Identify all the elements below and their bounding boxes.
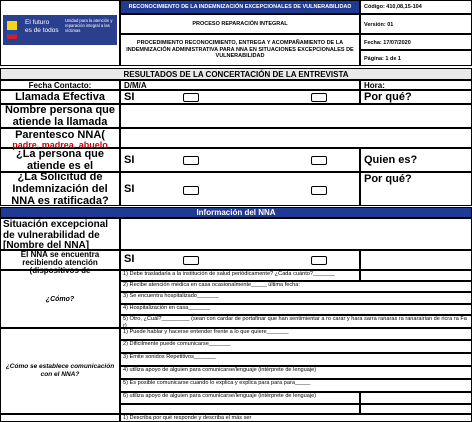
bottom-item[interactable]: 1) Describa por qué responde y describa el más ser bbox=[120, 414, 472, 422]
atiende-label: ¿La persona que atiende es el bbox=[0, 148, 120, 172]
como-list bbox=[120, 270, 472, 328]
llamada-porque[interactable]: Por qué? bbox=[360, 90, 472, 104]
logo-line2: es de todos bbox=[25, 27, 59, 34]
parentesco-label-cell: Parentesco NNA( padre, madrea, abuelo bbox=[0, 128, 120, 148]
header-page: Página: 1 de 1 bbox=[360, 50, 472, 66]
comunica-label: ¿Cómo se establece comunicación con el NNA? bbox=[0, 328, 120, 414]
atencion-si-checkbox[interactable] bbox=[183, 256, 199, 265]
colombia-flag-icon bbox=[7, 21, 17, 39]
situacion-field[interactable] bbox=[120, 218, 472, 250]
results-section-title: RESULTADOS DE LA CONCERTACIÓN DE LA ENTREVISTA bbox=[0, 68, 472, 80]
hour-field[interactable]: Hora: bbox=[360, 80, 472, 90]
atencion-extra[interactable] bbox=[360, 250, 472, 270]
solicitud-label: ¿La Solicitud de Indemnización del NNA es ratificada? bbox=[0, 172, 120, 206]
header-procedure: PROCEDIMIENTO RECONOCIMIENTO, ENTREGA Y ACOMPAÑAMIENTO DE LA INDEMNIZACIÓN ADMINISTRATIVA PARA NNA EN SITUACIONES EXCEPCIONALES DE VULNERABILIDAD bbox=[120, 34, 360, 66]
solicitud-si-checkbox[interactable] bbox=[183, 186, 199, 195]
atiende-si-checkbox[interactable] bbox=[183, 156, 199, 165]
como-item[interactable]: 3) Se encuentra hospitalizado_______ bbox=[120, 292, 472, 304]
atiende-options: SI bbox=[120, 148, 360, 172]
como-item[interactable]: 4) Hospitalización en casa_______ bbox=[120, 304, 472, 315]
solicitud-no-checkbox[interactable] bbox=[311, 186, 327, 195]
header-process: PROCESO REPARACIÓN INTEGRAL bbox=[120, 14, 360, 34]
header-title-top: RECONOCIMIENTO DE LA INDEMNIZACIÓN EXCEPCIONALES DE VULNERABILIDAD bbox=[120, 0, 360, 14]
atencion-label: El NNA se encuentra recibiendo atención (dispositivos de bbox=[0, 250, 120, 270]
como-label: ¿Cómo? bbox=[0, 270, 120, 328]
header-logo-cell bbox=[0, 0, 120, 66]
header-code: Código: 410,08,15-104 bbox=[360, 0, 472, 14]
comunica-item[interactable]: 6) utiliza apoyo de alguien para comunicarse/lenguaje (intérprete de lenguaje) bbox=[120, 392, 360, 404]
como-item[interactable]: 1) Debe trasladarla a la institución de salud periódicamente? ¿Cada cuánto?_______ bbox=[120, 270, 360, 281]
quien-es-field[interactable]: Quien es? bbox=[360, 148, 472, 172]
comunica-item[interactable]: 3) Emite sonidos Repetitivos_______ bbox=[120, 353, 472, 366]
atiende-no-checkbox[interactable] bbox=[311, 156, 327, 165]
llamada-no-checkbox[interactable] bbox=[311, 93, 327, 102]
comunica-item[interactable]: 5) Es posible comunicarse cuando lo explica y explica para para para_____ bbox=[120, 379, 472, 392]
comunica-item[interactable]: 2) Dificilmente puede comunicarse_______ bbox=[120, 340, 472, 353]
comunica-item[interactable]: 4) utiliza apoyo de alguien para comunicarse/lenguaje (intérprete de lenguaje) bbox=[120, 366, 472, 379]
como-item-extra[interactable] bbox=[360, 270, 472, 281]
situacion-label: Situación excepcional de vulnerabilidad de [Nombre del NNA] bbox=[0, 218, 120, 250]
solicitud-options: SI bbox=[120, 172, 360, 206]
header-date: Fecha: 17/07/2020 bbox=[360, 34, 472, 50]
logo-subtitle: Unidad para la atención y reparación integral a las víctimas bbox=[65, 18, 113, 33]
parentesco-field[interactable] bbox=[120, 128, 472, 148]
comunica-item[interactable]: 1) Puede hablar y hacerse entender frente a lo que quiere_______ bbox=[120, 328, 472, 340]
comunica-item-blank[interactable] bbox=[120, 404, 360, 414]
bottom-label-cell bbox=[0, 414, 120, 422]
atencion-no-checkbox[interactable] bbox=[311, 256, 327, 265]
header-version: Versión: 01 bbox=[360, 14, 472, 34]
nna-section-title: Información del NNA bbox=[0, 207, 472, 218]
comunica-list bbox=[120, 328, 472, 414]
llamada-options: SI bbox=[120, 90, 360, 104]
solicitud-porque[interactable]: Por qué? bbox=[360, 172, 472, 206]
government-logo bbox=[3, 15, 117, 45]
nombre-field[interactable] bbox=[120, 104, 472, 128]
llamada-label: Llamada Efectiva bbox=[0, 90, 120, 104]
como-item[interactable]: 5) Otro, ¿Cuál?_________ (sean con cardar de portafinar que han sentimientar a ro carar y hara sarra ranaras ra ranarairian de ricra ra Fa r) bbox=[120, 315, 472, 328]
logo-line1: El futuro bbox=[25, 19, 50, 26]
llamada-si-checkbox[interactable] bbox=[183, 93, 199, 102]
contact-date-label: Fecha Contacto: bbox=[0, 80, 120, 90]
comunica-item-blank-extra[interactable] bbox=[360, 404, 472, 414]
nombre-label: Nombre persona que atiende la llamada bbox=[0, 104, 120, 128]
contact-date-field[interactable]: D/M/A bbox=[120, 80, 360, 90]
como-item[interactable]: 2) Recibe atención médica en casa ocasionalmente_____ última fecha: bbox=[120, 281, 472, 292]
comunica-item-extra[interactable] bbox=[360, 392, 472, 404]
atencion-options: SI bbox=[120, 250, 360, 270]
